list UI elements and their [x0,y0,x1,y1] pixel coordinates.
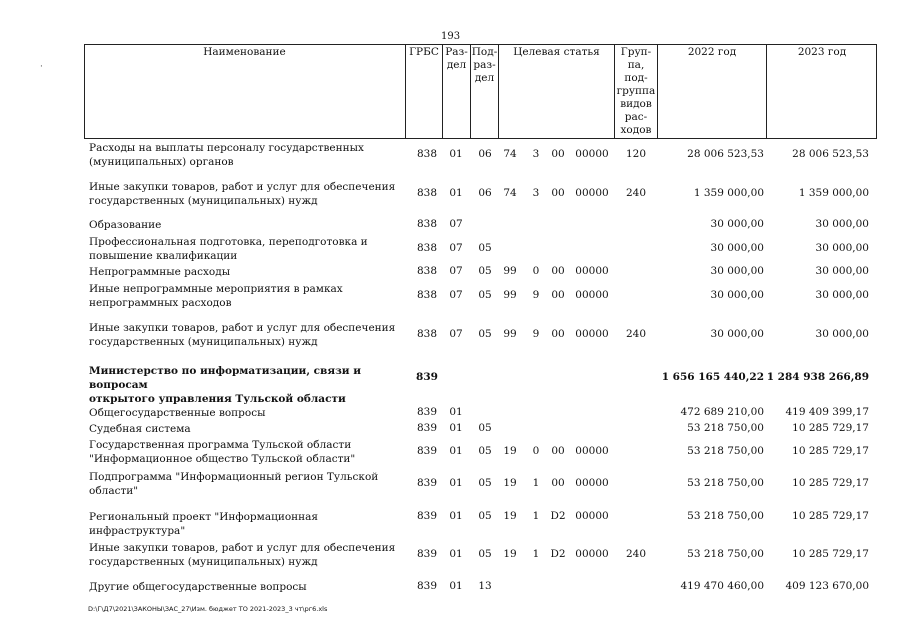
row-c2: 9 [532,328,540,340]
row-c3: 00 [551,187,565,199]
row-c2: 1 [532,477,540,489]
row-name [89,235,404,263]
row-name [89,321,404,349]
header-2023: 2023 год [766,44,877,138]
row-name [89,541,404,569]
row-v22: 30 000,00 [710,328,764,340]
row-name-line: (муниципальных) органов [89,156,234,168]
row-name-line: Региональный проект "Информационная инфраструктура" [89,511,319,537]
row-name-line: государственных (муниципальных) нужд [89,195,318,207]
row-v23: 30 000,00 [815,289,869,301]
row-c3: 00 [551,148,565,160]
row-name-line: Иные закупки товаров, работ и услуг для обеспечения [89,322,396,334]
row-c1: 99 [503,265,517,277]
row-c2: 1 [532,548,540,560]
row-prz: 05 [478,422,492,434]
row-c4: 00000 [575,187,609,199]
row-rz: 07 [449,218,463,230]
row-prz: 05 [478,477,492,489]
row-prz: 05 [478,289,492,301]
row-name [89,438,404,466]
row-vr: 240 [625,328,647,340]
header-2022: 2022 год [657,44,766,138]
header-group: Груп- па, под- группа видов рас- ходов [614,44,657,138]
row-prz: 05 [478,242,492,254]
row-c3: D2 [550,510,566,522]
row-v22: 472 689 210,00 [680,406,764,418]
row-c1: 74 [503,148,517,160]
row-c2: 3 [532,187,540,199]
row-rz: 01 [449,580,463,592]
row-v22: 28 006 523,53 [687,148,764,160]
row-rz: 01 [449,548,463,560]
row-c3: 00 [551,477,565,489]
row-c2: 3 [532,148,540,160]
row-name [89,282,404,310]
row-v23: 10 285 729,17 [792,445,869,457]
header-target: Целевая статья [498,44,614,138]
row-v22: 30 000,00 [710,218,764,230]
header-name: Наименование [203,46,286,58]
row-rz: 07 [449,289,463,301]
row-name-line: Государственная программа Тульской области [89,439,352,451]
row-name [89,510,404,538]
row-name-line: Образование [89,219,162,231]
row-v23: 10 285 729,17 [792,477,869,489]
row-v23: 10 285 729,17 [792,422,869,434]
row-v22: 419 470 460,00 [680,580,764,592]
scan-dot: · [40,62,43,72]
row-vr: 240 [625,548,647,560]
row-prz: 05 [478,548,492,560]
row-grbs: 838 [416,242,438,254]
row-c1: 19 [503,445,517,457]
row-name-line: Общегосударственные вопросы [89,407,266,419]
row-prz: 05 [478,510,492,522]
row-name-line: Иные непрограммные мероприятия в рамках [89,283,343,295]
row-c1: 99 [503,328,517,340]
row-name-line: области" [89,485,139,497]
row-c3: 00 [551,445,565,457]
row-c1: 99 [503,289,517,301]
row-v22: 30 000,00 [710,289,764,301]
row-c1: 19 [503,477,517,489]
row-rz: 07 [449,328,463,340]
row-c4: 00000 [575,445,609,457]
row-v23: 419 409 399,17 [785,406,869,418]
row-c4: 00000 [575,265,609,277]
row-rz: 07 [449,242,463,254]
row-c3: 00 [551,265,565,277]
row-name-line: непрограммных расходов [89,297,232,309]
row-prz: 05 [478,328,492,340]
row-grbs: 839 [416,477,438,489]
row-v23: 10 285 729,17 [792,510,869,522]
row-name-line: Подпрограмма "Информационный регион Тульской [89,471,379,483]
row-prz: 13 [478,580,492,592]
row-name [89,406,404,420]
page-number: 193 [441,31,461,42]
header-podrazdel: Под- раз- дел [470,44,498,138]
header-grbs: ГРБС [405,44,442,138]
row-v23: 409 123 670,00 [785,580,869,592]
row-grbs: 839 [416,371,438,383]
row-prz: 06 [478,187,492,199]
row-name-line: открытого управления Тульской области [89,393,346,405]
row-v22: 30 000,00 [710,242,764,254]
row-name-line: государственных (муниципальных) нужд [89,336,318,348]
row-name-line: Расходы на выплаты персоналу государственных [89,142,364,154]
row-c4: 00000 [575,477,609,489]
row-rz: 07 [449,265,463,277]
footer-path: D:\Г\Д7\2021\ЗАКОНЫ\ЗАС_27\Изм. бюджет ТО 2021-2023_3 чт\рг6.xls [88,605,328,613]
header-razdel: Раз- дел [442,44,470,138]
row-name [89,180,404,208]
row-grbs: 839 [416,445,438,457]
row-v23: 1 359 000,00 [798,187,869,199]
row-c4: 00000 [575,289,609,301]
row-v22: 1 656 165 440,22 [661,371,764,383]
row-rz: 01 [449,422,463,434]
row-c2: 0 [532,265,540,277]
row-name [89,265,404,279]
row-name-line: Профессиональная подготовка, переподготовка и [89,236,368,248]
row-name [89,218,404,232]
row-v23: 30 000,00 [815,328,869,340]
row-v22: 53 218 750,00 [687,422,764,434]
row-grbs: 838 [416,218,438,230]
row-name-line: Иные закупки товаров, работ и услуг для обеспечения [89,542,396,554]
row-c1: 19 [503,548,517,560]
row-v22: 53 218 750,00 [687,477,764,489]
row-name-line: "Информационное общество Тульской области" [89,453,356,465]
row-rz: 01 [449,187,463,199]
row-v22: 53 218 750,00 [687,548,764,560]
row-name [89,470,404,498]
row-prz: 05 [478,445,492,457]
row-v23: 10 285 729,17 [792,548,869,560]
row-grbs: 838 [416,187,438,199]
row-name-line: государственных (муниципальных) нужд [89,556,318,568]
row-name [89,580,404,594]
row-rz: 01 [449,477,463,489]
row-c4: 00000 [575,148,609,160]
row-c3: D2 [550,548,566,560]
row-v23: 1 284 938 266,89 [766,371,869,383]
row-grbs: 839 [416,422,438,434]
row-c2: 0 [532,445,540,457]
row-prz: 06 [478,148,492,160]
row-c3: 00 [551,289,565,301]
row-name [89,141,404,169]
row-name [89,422,404,436]
row-vr: 240 [625,187,647,199]
row-prz: 05 [478,265,492,277]
row-c1: 19 [503,510,517,522]
row-name-line: Другие общегосударственные вопросы [89,581,307,593]
row-v23: 30 000,00 [815,265,869,277]
row-v22: 53 218 750,00 [687,445,764,457]
row-c4: 00000 [575,510,609,522]
row-grbs: 838 [416,328,438,340]
row-vr: 120 [625,148,647,160]
row-grbs: 839 [416,510,438,522]
row-v22: 30 000,00 [710,265,764,277]
row-grbs: 839 [416,406,438,418]
row-c4: 00000 [575,548,609,560]
row-v23: 30 000,00 [815,218,869,230]
row-grbs: 838 [416,265,438,277]
row-c2: 9 [532,289,540,301]
row-name-line: Министерство по информатизации, связи и вопросам [89,365,362,391]
row-v23: 28 006 523,53 [792,148,869,160]
row-rz: 01 [449,406,463,418]
row-c1: 74 [503,187,517,199]
row-name-line: повышение квалификации [89,250,238,262]
row-grbs: 838 [416,148,438,160]
row-name-line: Судебная система [89,423,191,435]
row-grbs: 838 [416,289,438,301]
row-rz: 01 [449,148,463,160]
row-v23: 30 000,00 [815,242,869,254]
row-c3: 00 [551,328,565,340]
row-rz: 01 [449,445,463,457]
row-name-line: Непрограммные расходы [89,266,231,278]
row-c2: 1 [532,510,540,522]
row-grbs: 839 [416,548,438,560]
row-name [89,364,404,406]
row-v22: 1 359 000,00 [693,187,764,199]
row-grbs: 839 [416,580,438,592]
row-v22: 53 218 750,00 [687,510,764,522]
row-c4: 00000 [575,328,609,340]
row-name-line: Иные закупки товаров, работ и услуг для обеспечения [89,181,396,193]
row-rz: 01 [449,510,463,522]
